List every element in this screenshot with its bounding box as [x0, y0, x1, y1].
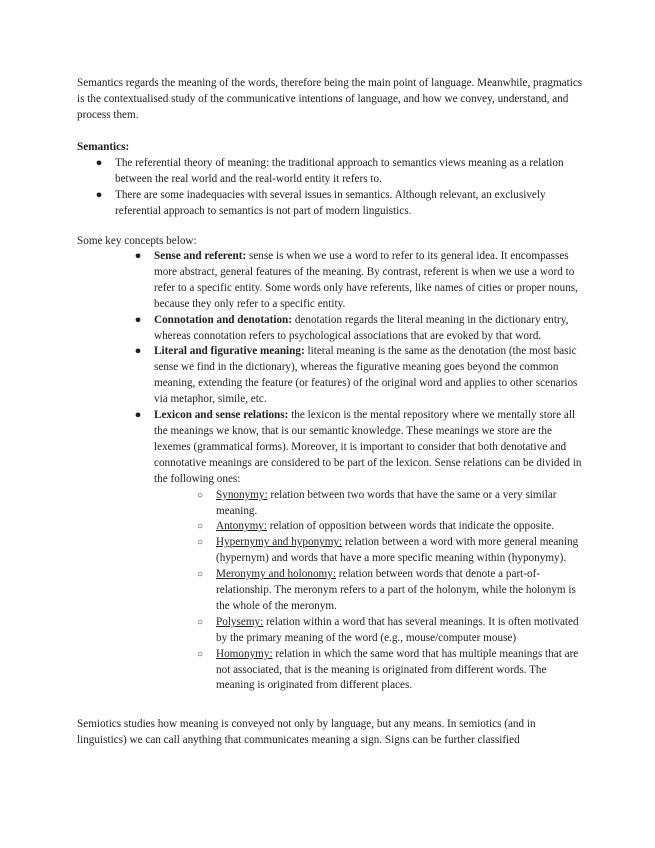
concept-term: Connotation and denotation: — [154, 313, 293, 326]
concept-text: denotation regards the literal meaning in the dictionary entry, whereas connotation refers to psychological associations that are evoked by that word. — [154, 313, 569, 342]
sense-relations-list — [154, 488, 585, 695]
intro-paragraph: Semantics regards the meaning of the words, therefore being the main point of language. Meanwhile, pragmatics is the contextualised study of the communicative intentions of language, and how we convey, understand, and process them. — [77, 77, 583, 121]
semantics-bullet-text: There are some inadequacies with several issues in semantics. Although relevant, an exclusively referential approach to semantics is not part of modern linguistics. — [115, 188, 546, 217]
circle-bullet-icon: ○ — [196, 521, 204, 533]
circle-bullet-icon: ○ — [196, 616, 204, 628]
semantics-bullet-list — [77, 156, 587, 220]
circle-bullet-icon: ○ — [196, 537, 204, 549]
relation-text: relation between a word with more general meaning (hypernym) and words that have a more specific meaning within (hyponymy). — [216, 536, 579, 565]
relation-term: Antonymy: — [216, 520, 267, 533]
relation-term: Synonymy: — [216, 488, 268, 501]
key-concepts-section — [130, 249, 585, 694]
relation-term: Homonymy: — [216, 647, 273, 660]
semantics-bullet-text: The referential theory of meaning: the traditional approach to semantics views meaning as a relation between the real world and the real-world entity it refers to. — [115, 156, 564, 185]
circle-bullet-icon: ○ — [196, 569, 204, 581]
bullet-icon: ● — [95, 156, 103, 169]
relation-item-antonymy — [192, 519, 585, 535]
relation-text: relation of opposition between words that indicate the opposite. — [266, 520, 555, 533]
semantics-section — [77, 140, 587, 220]
relation-text: relation between two words that have the same or a very similar meaning. — [216, 488, 557, 517]
relation-term: Meronymy and holonomy: — [216, 568, 336, 581]
concept-item-lexicon-sense-relations — [130, 408, 585, 694]
circle-bullet-icon: ○ — [196, 489, 204, 501]
semiotics-paragraph: Semiotics studies how meaning is conveyed not only by language, but any means. In semiotics (and in linguistics) we can call anything that communicates meaning a sign. Signs can be further classified — [77, 718, 536, 746]
relation-term: Hypernymy and hyponymy: — [216, 536, 343, 549]
bullet-icon: ● — [134, 250, 142, 262]
concept-text: sense is when we use a word to refer to its general idea. It encompasses more abstract, general features of the meaning. By contrast, referent is when we use a word to refer to a specific entity. Some words only have referents, like names of cities or proper nouns, because they only refer to a specific entity. — [154, 250, 578, 310]
concept-term: Sense and referent: — [154, 250, 247, 262]
relation-item-synonymy — [192, 488, 585, 520]
relation-text: relation within a word that has several meanings. It is often motivated by the primary meaning of the word (e.g., mouse/computer mouse) — [216, 615, 579, 644]
circle-bullet-icon: ○ — [196, 648, 204, 660]
semantics-bullet-item — [77, 156, 587, 188]
concepts-intro: Some key concepts below: — [77, 235, 197, 247]
concept-item-sense-referent — [130, 249, 585, 313]
relation-item-meronymy-holonomy — [192, 567, 585, 615]
semantics-bullet-item — [77, 188, 587, 220]
relation-item-hypernymy-hyponymy — [192, 535, 585, 567]
concept-text: the lexicon is the mental repository where we mentally store all the meanings we know, that is our semantic knowledge. These meanings we store are the lexemes (grammatical forms). Moreover, it is important to consider that both denotative and connotative meanings are considered to be part of the lexicon. Sense relations can be divided in the following ones: — [154, 409, 582, 485]
bullet-icon: ● — [134, 409, 142, 422]
intro-section — [77, 76, 587, 124]
concept-item-connotation-denotation — [130, 313, 585, 345]
key-concepts-list — [130, 249, 585, 694]
relation-item-polysemy — [192, 615, 585, 647]
bullet-icon: ● — [134, 313, 142, 326]
concept-term: Literal and figurative meaning: — [154, 345, 305, 358]
semantics-heading: Semantics: — [77, 141, 130, 153]
relation-text: relation in which the same word that has multiple meanings that are not associated, that is the meaning is originated from different words. The meaning is originated from different places. — [216, 647, 579, 692]
concept-text: literal meaning is the same as the denotation (the most basic sense we find in the dictionary), whereas the figurative meaning goes beyond the common meaning, extending the feature (or features) of the original word and applies to other scenarios via metaphor, simile, etc. — [154, 345, 578, 406]
relation-item-homonymy — [192, 647, 585, 695]
relation-text: relation between words that denote a part-of-relationship. The meronym refers to a part of the holonym, while the holonym is the whole of the meronym. — [216, 568, 576, 612]
bullet-icon: ● — [95, 188, 103, 201]
concept-term: Lexicon and sense relations: — [154, 409, 289, 422]
bullet-icon: ● — [134, 345, 142, 358]
relation-term: Polysemy: — [216, 615, 264, 628]
concept-item-literal-figurative — [130, 344, 585, 408]
